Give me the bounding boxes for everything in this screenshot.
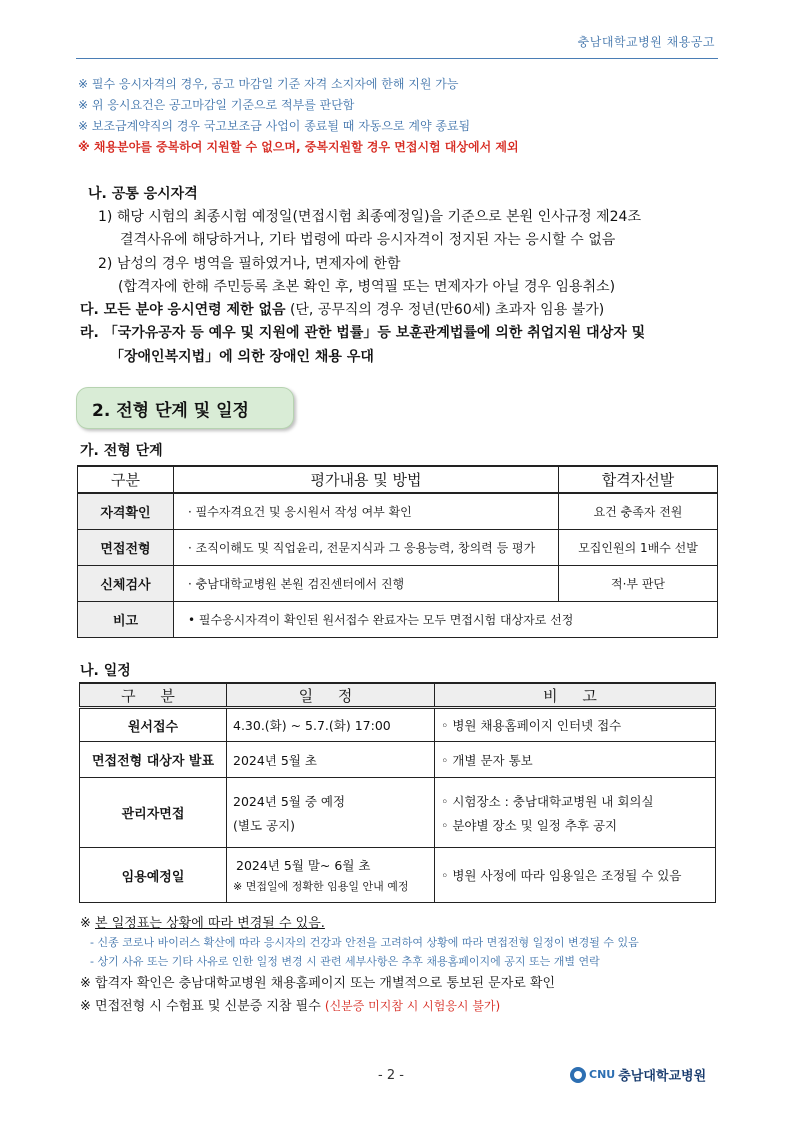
- row-content: • 필수응시자격이 확인된 원서접수 완료자는 모두 면접시험 대상자로 선정: [174, 602, 718, 638]
- schedule-table: [79, 682, 716, 903]
- priority-line-2: 「장애인복지법」에 의한 장애인 채용 우대: [110, 349, 374, 365]
- schedule-change-text: 본 일정표는 상황에 따라 변경될 수 있음.: [95, 916, 325, 931]
- row-date-note: ※ 면접일에 정확한 임용일 안내 예정: [233, 880, 409, 893]
- logo-abbreviation: CNU: [589, 1068, 616, 1081]
- row-date-line: (별도 공지): [233, 817, 296, 833]
- interview-note-warning: (신분증 미지참 시 시험응시 불가): [324, 999, 501, 1013]
- row-note: ◦ 개별 문자 통보: [435, 742, 716, 778]
- header-category: 구분: [78, 466, 174, 493]
- hospital-emblem-icon: [570, 1067, 586, 1083]
- table-row-remarks: [78, 602, 718, 638]
- header-date: 일 정: [227, 683, 435, 708]
- age-limit-rest: (단, 공무직의 경우 정년(만60세) 초과자 임용 불가): [285, 302, 605, 318]
- row-result: 모집인원의 1배수 선발: [559, 530, 718, 566]
- row-label: 원서접수: [80, 708, 227, 742]
- age-limit-bold: 다. 모든 분야 응시연령 제한 없음: [80, 302, 286, 318]
- row-note: ◦ 병원 사정에 따라 임용일은 조정될 수 있음: [435, 848, 716, 903]
- row-label: 비고: [78, 602, 174, 638]
- table-row: [80, 742, 716, 778]
- eligibility-notes: [78, 74, 718, 158]
- table-header-row: [78, 466, 718, 493]
- row-note-line: ◦ 시험장소 : 충남대학교병원 내 회의실: [441, 793, 654, 809]
- row-note: [435, 778, 716, 848]
- row-content: · 필수자격요건 및 응시원서 작성 여부 확인: [174, 493, 559, 530]
- logo-name: 충남대학교병원: [618, 1069, 707, 1084]
- age-limit-line: [80, 299, 604, 319]
- header-category: 구 분: [80, 683, 227, 708]
- interview-note-text: ※ 면접전형 시 수험표 및 신분증 지참 필수: [80, 999, 325, 1014]
- schedule-change-note: [80, 912, 325, 931]
- schedule-change-sub-2: - 상기 사유 또는 기타 사유로 인한 일정 변경 시 관련 세부사항은 추후 채용홈페이지에 공지 또는 개별 연락: [90, 955, 600, 968]
- table-header-row: [80, 683, 716, 708]
- header-selection: 합격자선발: [559, 466, 718, 493]
- table-row: [78, 493, 718, 530]
- common-item-1-cont: 결격사유에 해당하거나, 기타 법령에 따라 응시자격이 정지된 자는 응시할 수 없음: [120, 232, 616, 248]
- header-remarks: 비 고: [435, 683, 716, 708]
- row-content: · 충남대학교병원 본원 검진센터에서 진행: [174, 566, 559, 602]
- row-note: ◦ 병원 채용홈페이지 인터넷 접수: [435, 708, 716, 742]
- table-row: [80, 848, 716, 903]
- hospital-logo: [570, 1065, 706, 1084]
- common-qualification-title: 나. 공통 응시자격: [88, 186, 198, 202]
- row-note-line: ◦ 분야별 장소 및 일정 추후 공지: [441, 817, 618, 833]
- common-item-1: 1) 해당 시험의 최종시험 예정일(면접시험 최종예정일)을 기준으로 본원 인사규정 제24조: [98, 209, 641, 225]
- schedule-change-sub-1: - 신종 코로나 바이러스 확산에 따라 응시자의 건강과 안전을 고려하여 상황에 따라 면접전형 일정이 변경될 수 있음: [90, 936, 639, 949]
- page-number: - 2 -: [378, 1068, 404, 1083]
- table-row: [80, 778, 716, 848]
- row-label: 면접전형: [78, 530, 174, 566]
- row-date: 4.30.(화) ~ 5.7.(화) 17:00: [227, 708, 435, 742]
- document-header-title: 충남대학교병원 채용공고: [577, 35, 715, 49]
- priority-line-1: 라. 「국가유공자 등 예우 및 지원에 관한 법률」등 보훈관계법률에 의한 취업지원 대상자 및: [80, 325, 646, 341]
- row-date: [227, 848, 435, 903]
- row-label: 자격확인: [78, 493, 174, 530]
- interview-note: [80, 995, 500, 1014]
- row-date-line: 2024년 5월 중 예정: [233, 793, 346, 809]
- header-evaluation: 평가내용 및 방법: [174, 466, 559, 493]
- row-date-line: 2024년 5월 말~ 6월 초: [236, 858, 371, 873]
- note-mark: ※: [80, 916, 96, 931]
- common-item-2: 2) 남성의 경우 병역을 필하였거나, 면제자에 한함: [98, 256, 401, 272]
- stages-title: 가. 전형 단계: [80, 443, 163, 459]
- pass-check-note: ※ 합격자 확인은 충남대학교병원 채용홈페이지 또는 개별적으로 통보된 문자로 확인: [80, 976, 556, 991]
- note-item: ※ 필수 응시자격의 경우, 공고 마감일 기준 자격 소지자에 한해 지원 가능: [78, 77, 459, 91]
- section-title: 2. 전형 단계 및 일정: [92, 401, 249, 421]
- row-result: 요건 충족자 전원: [559, 493, 718, 530]
- header-divider: [76, 58, 718, 59]
- schedule-title: 나. 일정: [80, 663, 131, 679]
- row-label: 면접전형 대상자 발표: [80, 742, 227, 778]
- row-label: 관리자면접: [80, 778, 227, 848]
- row-label: 신체검사: [78, 566, 174, 602]
- row-result: 적·부 판단: [559, 566, 718, 602]
- table-row: [78, 530, 718, 566]
- row-date: [227, 778, 435, 848]
- row-date: 2024년 5월 초: [227, 742, 435, 778]
- row-content: · 조직이해도 및 직업윤리, 전문지식과 그 응용능력, 창의력 등 평가: [174, 530, 559, 566]
- row-label: 임용예정일: [80, 848, 227, 903]
- note-item-warning: ※ 채용분야를 중복하여 지원할 수 없으며, 중복지원할 경우 면접시험 대상에서 제외: [78, 140, 519, 154]
- table-row: [78, 566, 718, 602]
- table-row: [80, 708, 716, 742]
- note-item: ※ 보조금계약직의 경우 국고보조금 사업이 종료될 때 자동으로 계약 종료됨: [78, 119, 471, 133]
- note-item: ※ 위 응시요건은 공고마감일 기준으로 적부를 판단함: [78, 98, 355, 112]
- stages-table: [77, 465, 718, 638]
- common-item-2-cont: (합격자에 한해 주민등록 초본 확인 후, 병역필 또는 면제자가 아닐 경우 임용취소): [118, 279, 616, 295]
